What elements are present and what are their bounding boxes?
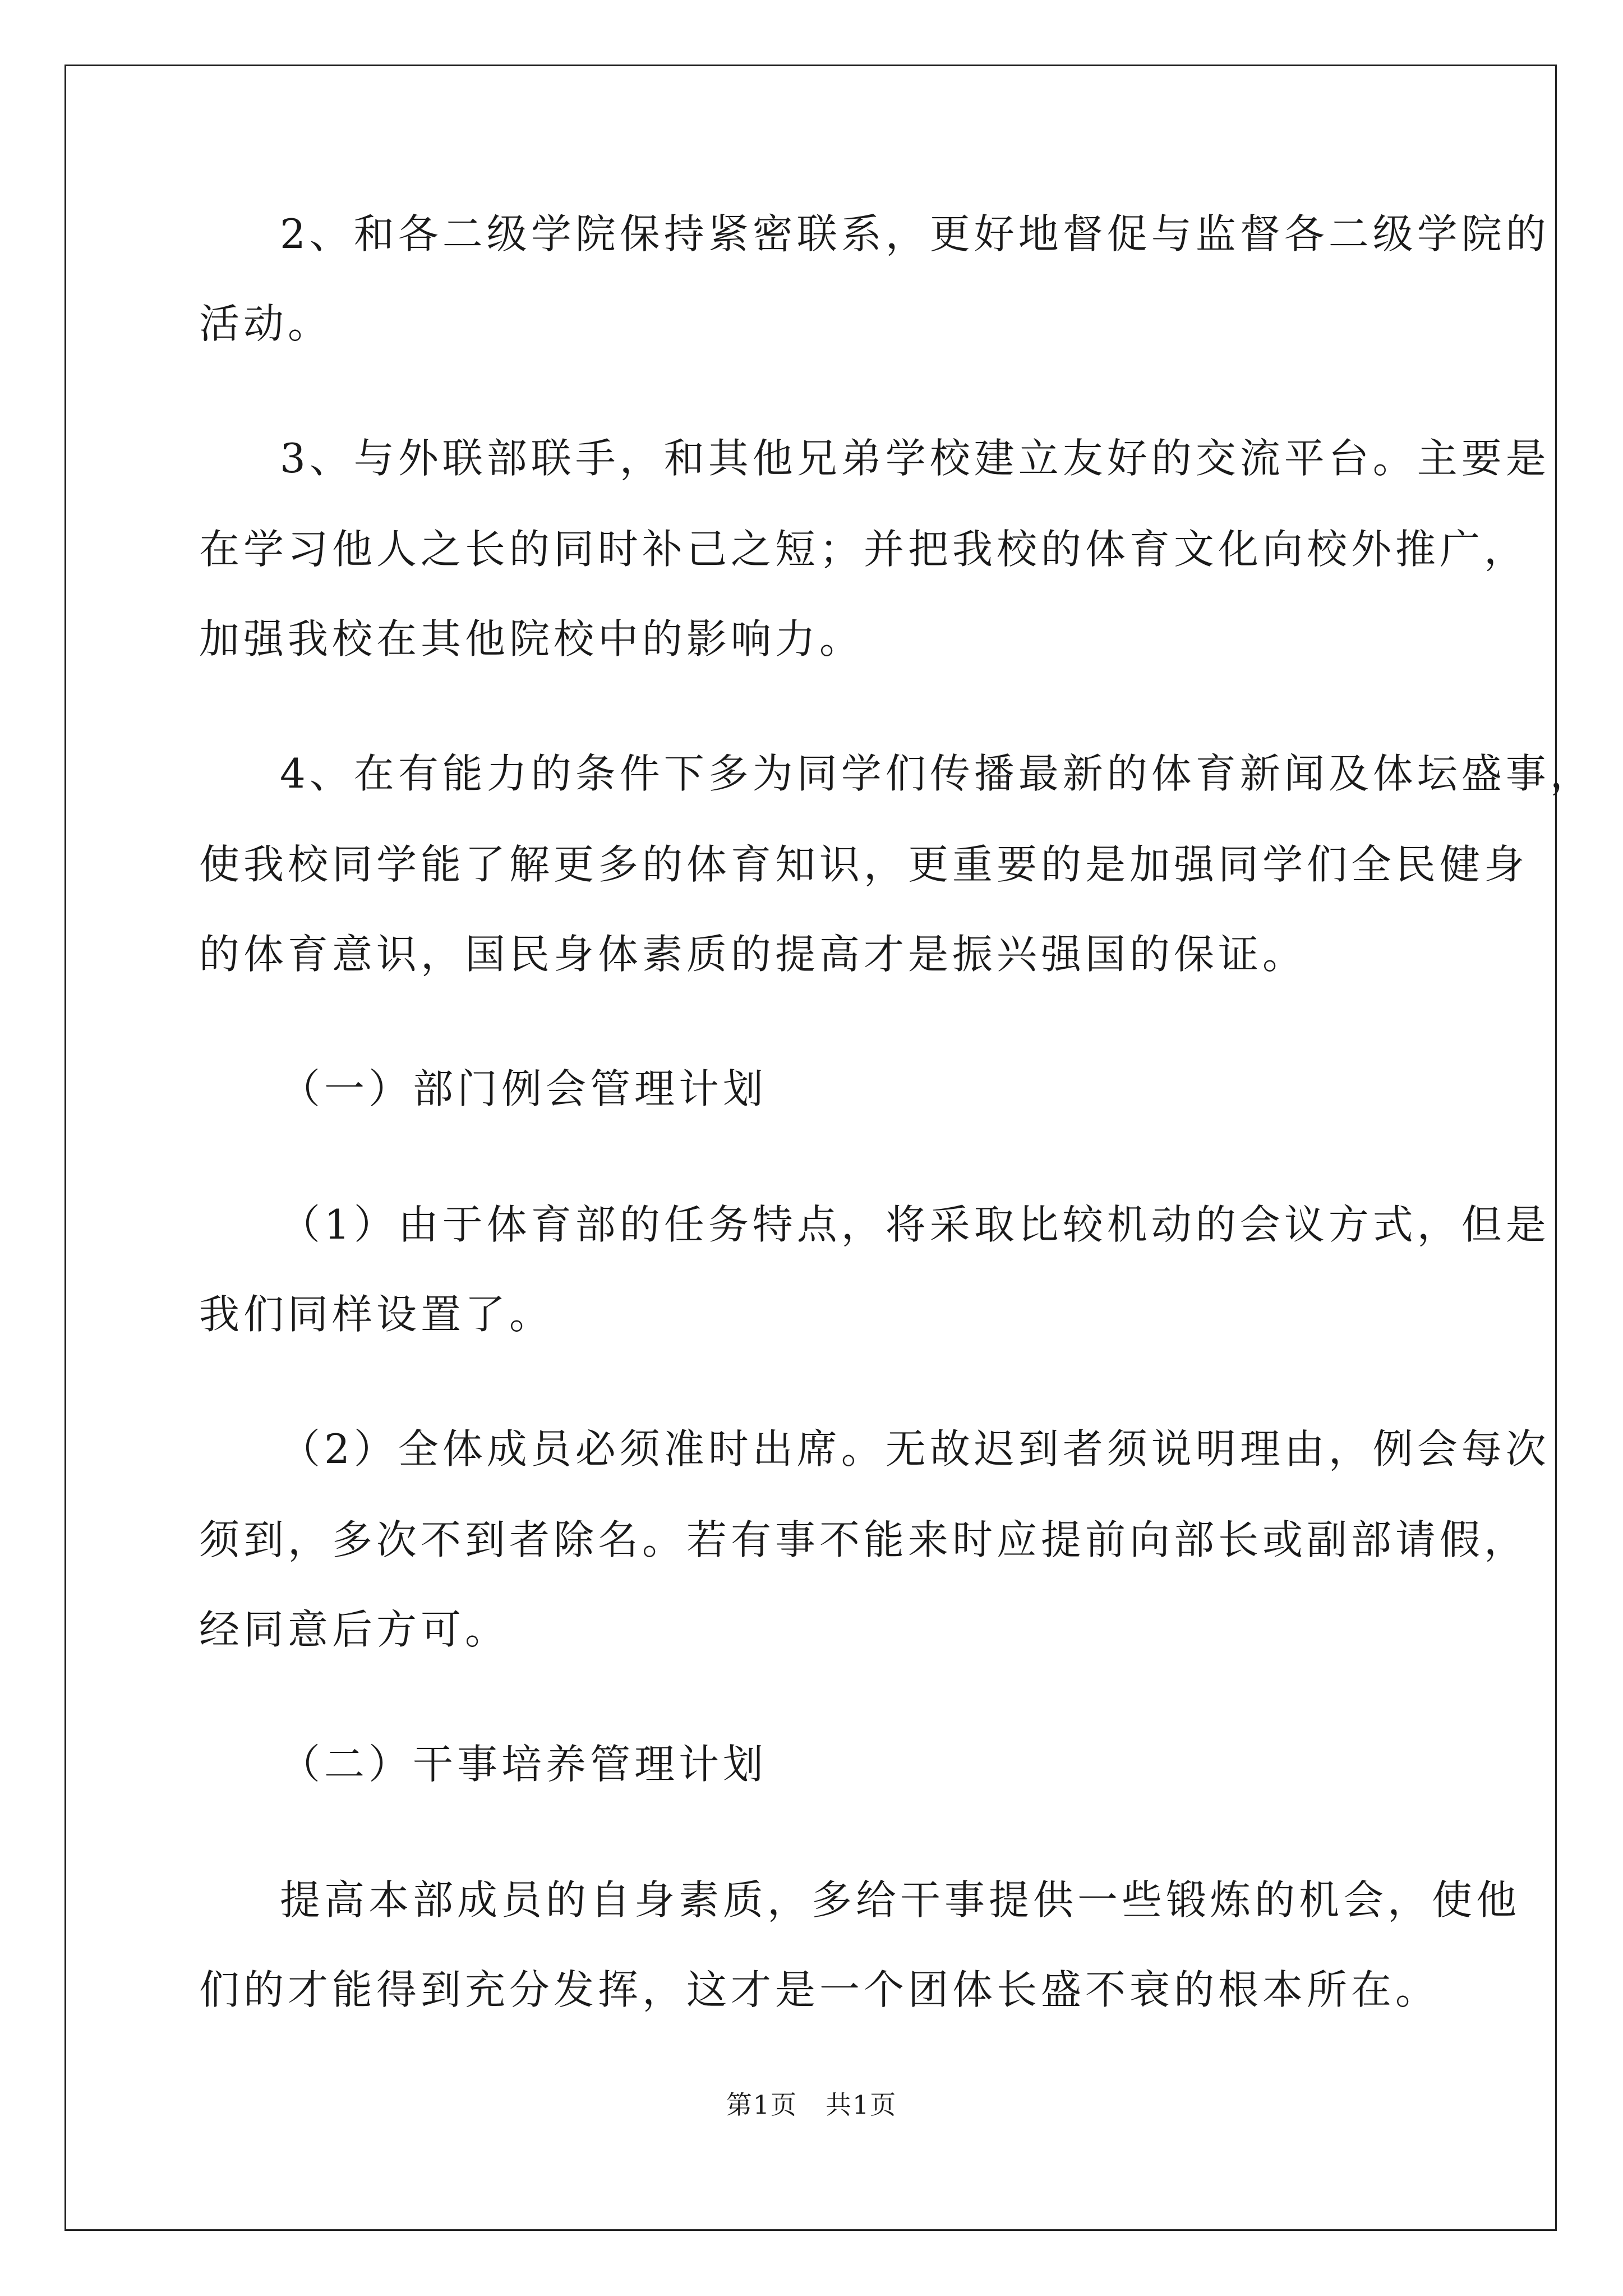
paragraph-line: 提高本部成员的自身素质，多给干事提供一些锻炼的机会，使他 — [280, 1876, 1521, 1924]
section-heading: （一）部门例会管理计划 — [280, 1065, 768, 1112]
paragraph-line: 的体育意识，国民身体素质的提高才是振兴强国的保证。 — [199, 931, 1307, 978]
current-page-label: 第1页 — [726, 2090, 798, 2120]
paragraph-line: 2、和各二级学院保持紧密联系，更好地督促与监督各二级学院的 — [280, 210, 1550, 257]
paragraph-line: 3、与外联部联手，和其他兄弟学校建立友好的交流平台。主要是 — [280, 435, 1550, 482]
paragraph-line: 加强我校在其他院校中的影响力。 — [199, 615, 864, 662]
paragraph-line: 使我校同学能了解更多的体育知识，更重要的是加强同学们全民健身 — [199, 841, 1529, 888]
paragraph-line: （1）由于体育部的任务特点，将采取比较机动的会议方式，但是 — [280, 1201, 1550, 1248]
section-heading: （二）干事培养管理计划 — [280, 1741, 768, 1788]
total-pages-label: 共1页 — [825, 2090, 897, 2120]
paragraph-line: 4、在有能力的条件下多为同学们传播最新的体育新闻及体坛盛事， — [280, 750, 1594, 797]
paragraph-line: 活动。 — [199, 300, 333, 347]
paragraph-line: 经同意后方可。 — [199, 1606, 510, 1653]
page-footer — [0, 2088, 1623, 2122]
paragraph-line: 须到，多次不到者除名。若有事不能来时应提前向部长或副部请假， — [199, 1516, 1529, 1563]
paragraph-line: 们的才能得到充分发挥，这才是一个团体长盛不衰的根本所在。 — [199, 1966, 1440, 2013]
paragraph-line: 在学习他人之长的同时补己之短；并把我校的体育文化向校外推广， — [199, 526, 1529, 573]
paragraph-line: 我们同样设置了。 — [199, 1291, 554, 1338]
paragraph-line: （2）全体成员必须准时出席。无故迟到者须说明理由，例会每次 — [280, 1425, 1550, 1473]
